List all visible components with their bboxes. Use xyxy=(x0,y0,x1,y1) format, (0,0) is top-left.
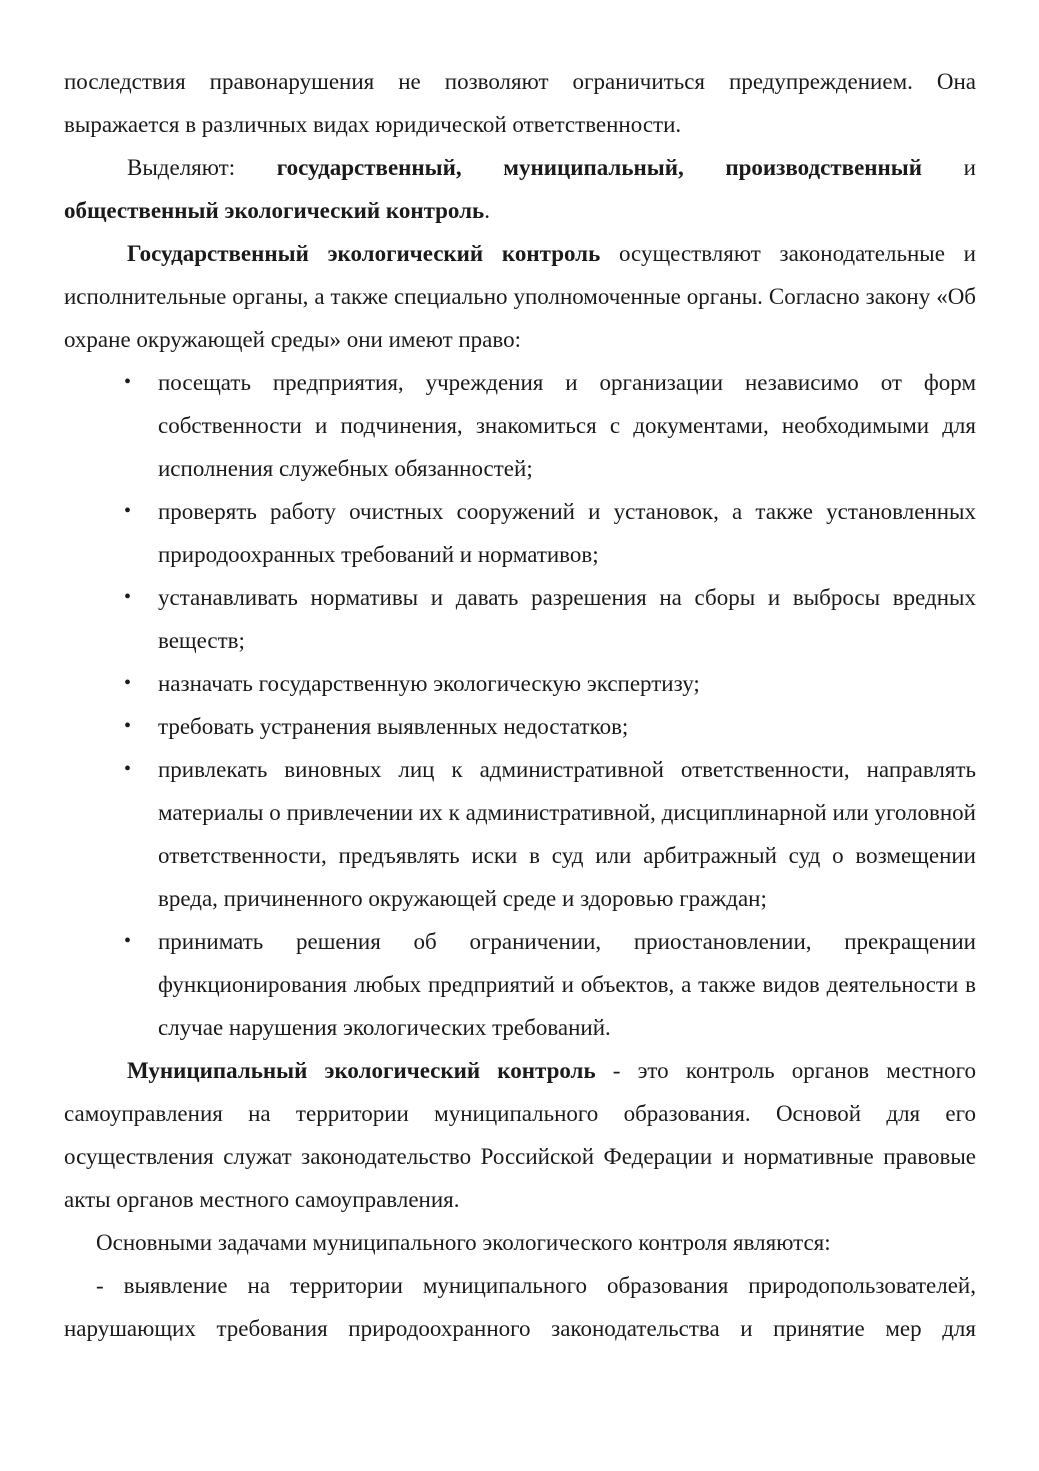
list-item-text: устанавливать нормативы и давать разрешения на сборы и выбросы вредных веществ; xyxy=(158,585,976,653)
task-detection-text: - выявление на территории муниципального образования природопользователей, нарушающих требования природоохранного законодательства и принятие мер для xyxy=(64,1273,976,1341)
paragraph-liability-text: последствия правонарушения не позволяют ограничиться предупреждением. Она выражается в различных видах юридической ответственности. xyxy=(64,69,976,137)
list-item-text: привлекать виновных лиц к административной ответственности, направлять материалы о привлечении их к административной, дисциплинарной или уголовной ответственности, предъявлять иски в суд или арбитражный суд о возмещении вреда, причиненного окружающей среде и здоровью граждан; xyxy=(158,757,976,911)
paragraph-state-control xyxy=(64,232,976,361)
state-control-heading: Государственный экологический контроль xyxy=(127,241,601,266)
list-item-text: требовать устранения выявленных недостатков; xyxy=(158,714,629,739)
bullet-icon: • xyxy=(124,715,132,737)
paragraph-main-tasks xyxy=(64,1221,976,1264)
bullet-icon: • xyxy=(124,758,132,780)
bullet-icon: • xyxy=(124,371,132,393)
list-item-text: посещать предприятия, учреждения и организации независимо от форм собственности и подчинения, знакомиться с документами, необходимыми для исполнения служебных обязанностей; xyxy=(158,370,976,481)
control-types-bold-2: общественный экологический контроль xyxy=(64,198,485,223)
paragraph-liability xyxy=(64,60,976,146)
bullet-icon: • xyxy=(124,500,132,522)
document-page xyxy=(64,60,976,1350)
bullet-icon: • xyxy=(124,586,132,608)
bullet-icon: • xyxy=(124,672,132,694)
control-types-mid: и xyxy=(922,155,976,180)
paragraph-municipal-control xyxy=(64,1049,976,1221)
list-item xyxy=(64,490,976,576)
list-item xyxy=(64,361,976,490)
paragraph-task-detection xyxy=(64,1264,976,1350)
list-item xyxy=(64,576,976,662)
list-item-text: назначать государственную экологическую экспертизу; xyxy=(158,671,700,696)
state-control-text: осуществляют законодательные и исполнительные органы, а также специально уполномоченные органы. Согласно закону «Об охране окружающей среды» они имеют право: xyxy=(64,241,976,352)
control-types-lead: Выделяют: xyxy=(127,155,277,180)
control-types-bold: государственный, муниципальный, производственный xyxy=(276,155,922,180)
bullet-icon: • xyxy=(124,930,132,952)
municipal-control-heading: Муниципальный экологический контроль xyxy=(127,1058,596,1083)
rights-list xyxy=(64,361,976,1049)
list-item xyxy=(64,705,976,748)
list-item xyxy=(64,748,976,920)
list-item xyxy=(64,920,976,1049)
list-item xyxy=(64,662,976,705)
paragraph-control-types xyxy=(64,146,976,232)
municipal-control-text: - это контроль органов местного самоуправления на территории муниципального образования. Основой для его осуществления служат законодательство Российской Федерации и нормативные правовые акты органов местного самоуправления. xyxy=(64,1058,976,1212)
main-tasks-text: Основными задачами муниципального экологического контроля являются: xyxy=(96,1230,831,1255)
list-item-text: принимать решения об ограничении, приостановлении, прекращении функционирования любых предприятий и объектов, а также видов деятельности в случае нарушения экологических требований. xyxy=(158,929,976,1040)
list-item-text: проверять работу очистных сооружений и установок, а также установленных природоохранных требований и нормативов; xyxy=(158,499,976,567)
control-types-tail: . xyxy=(484,198,490,223)
